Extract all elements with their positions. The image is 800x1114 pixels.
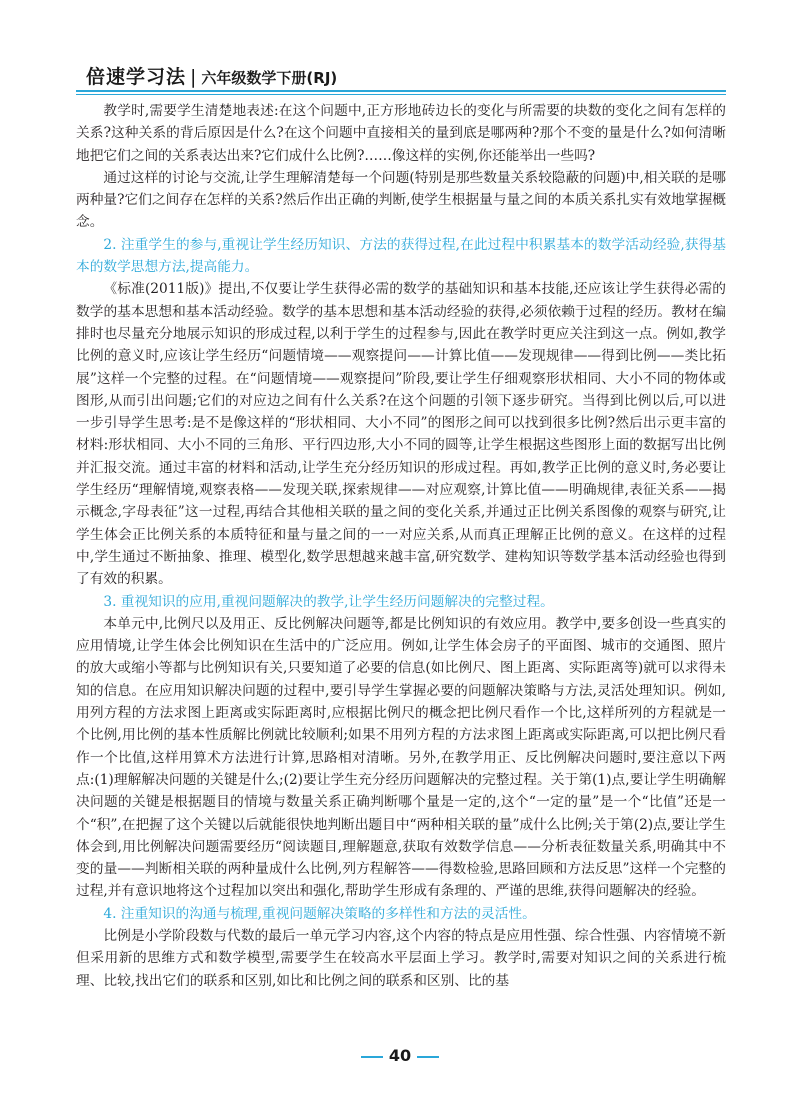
section-heading: 3. 重视知识的应用,重视问题解决的教学,让学生经历问题解决的完整过程。 — [103, 593, 554, 610]
paragraph: 教学时,需要学生清楚地表述:在这个问题中,正方形地砖边长的变化与所需要的块数的变化之间有怎样的关系?这种关系的背后原因是什么?在这个问题中直接相关的量到底是哪两种?那个不变的量是什么?如何清晰地把它们之间的关系表达出来?它们成什么比例?……像这样的实例,你还能举出一些吗? — [76, 103, 726, 164]
book-title: 倍速学习法 — [86, 66, 187, 88]
paragraph: 本单元中,比例尺以及用正、反比例解决问题等,都是比例知识的有效应用。教学中,要多创设一些真实的应用情境,让学生体会比例知识在生活中的广泛应用。例如,让学生体会房子的平面图、城市的交通图、照片的放大或缩小等都与比例知识有关,只要知道了必要的信息(如比例尺、图上距离、实际距离等)就可以求得未知的信息。在应用知识解决问题的过程中,要引导学生掌握必要的问题解决策略与方法,灵活处理知识。例如,用列方程的方法求图上距离或实际距离时,应根据比例尺的概念把比例尺看作一个比,这样所列的方程就是一个比例,用比例的基本性质解比例就比较顺利;如果不用列方程的方法求图上距离或实际距离,可以把比例尺看作一个比值,这样用算术方法进行计算,思路相对清晰。另外,在教学用正、反比例解决问题时,要注意以下两点:(1)理解解决问题的关键是什么;(2)要让学生充分经历问题解决的完整过程。关于第(1)点,要让学生明确解决问题的关键是根据题目的情境与数量关系正确判断哪个量是一定的,这个“一定的量”是一个“比值”还是一个“积”,在把握了这个关键以后就能很快地判断出题目中“两种相关联的量”成什么比例;关于第(2)点,要让学生体会到,用比例解决问题需要经历“阅读题目,理解题意,获取有效数学信息——分析表征数量关系,明确其中不变的量——判断相关联的两种量成什么比例,列方程解答——得数检验,思路回顾和方法反思”这样一个完整的过程,并有意识地将这个过程加以突出和强化,帮助学生形成有条理的、严谨的思维,获得问题解决的经验。 — [76, 615, 726, 900]
paragraph: 比例是小学阶段数与代数的最后一单元学习内容,这个内容的特点是应用性强、综合性强、内容情境不新但采用新的思维方式和数学模型,需要学生在较高水平层面上学习。教学时,需要对知识之间的关系进行梳理、比较,找出它们的联系和区别,如比和比例之间的联系和区别、比的基 — [76, 927, 726, 989]
page-number-value: 40 — [388, 1046, 412, 1065]
body-text — [76, 100, 726, 992]
section-heading: 2. 注重学生的参与,重视让学生经历知识、方法的获得过程,在此过程中积累基本的数学活动经验,获得基本的数学思想方法,提高能力。 — [76, 236, 726, 276]
header-rule-thin — [76, 94, 726, 95]
page-header — [76, 56, 726, 96]
page-number-dash-left — [361, 1056, 383, 1058]
paragraph: 《标准(2011版)》提出,不仅要让学生获得必需的数学的基础知识和基本技能,还应该让学生获得必需的数学的基本思想和基本活动经验。数学的基本思想和基本活动经验的获得,必须依赖于过程的经历。教材在编排时也尽量充分地展示知识的形成过程,以利于学生的过程参与,因此在教学时更应关注到这一点。例如,教学比例的意义时,应该让学生经历“问题情境——观察提问——计算比值——发现规律——得到比例——类比拓展”这样一个完整的过程。在“问题情境——观察提问”阶段,要让学生仔细观察形状相同、大小不同的物体或图形,从而引出问题;它们的对应边之间有什么关系?在这个问题的引领下逐步研究。当得到比例以后,可以进一步引导学生思考:是不是像这样的“形状相同、大小不同”的图形之间可以找到很多比例?然后出示更丰富的材料:形状相同、大小不同的三角形、平行四边形,大小不同的圆等,让学生根据这些图形上面的数据写出比例并汇报交流。通过丰富的材料和活动,让学生充分经历知识的形成过程。再如,教学正比例的意义时,务必要让学生经历“理解情境,观察表格——发现关联,探索规律——对应观察,计算比值——明确规律,表征关系——揭示概念,字母表征”这一过程,再结合其他相关联的量之间的变化关系,并通过正比例关系图像的观察与研究,让学生体会正比例关系的本质特征和量与量之间的一一对应关系,从而真正理解正比例的意义。在这样的过程中,学生通过不断抽象、推理、模型化,数学思想越来越丰富,研究数学、建构知识等数学基本活动经验也得到了有效的积累。 — [76, 281, 726, 588]
header-rule — [76, 90, 726, 92]
page-number-dash-right — [417, 1056, 439, 1058]
title-separator: | — [190, 66, 198, 88]
page-number — [0, 1046, 800, 1065]
paragraph: 通过这样的讨论与交流,让学生理解清楚每一个问题(特别是那些数量关系较隐蔽的问题)中,相关联的是哪两种量?它们之间存在怎样的关系?然后作出正确的判断,使学生根据量与量之间的本质关系扎实有效地掌握概念。 — [76, 169, 726, 231]
running-title — [86, 62, 337, 89]
section-heading: 4. 注重知识的沟通与梳理,重视问题解决策略的多样性和方法的灵活性。 — [103, 905, 536, 922]
book-subtitle: 六年级数学下册(RJ) — [201, 69, 338, 87]
